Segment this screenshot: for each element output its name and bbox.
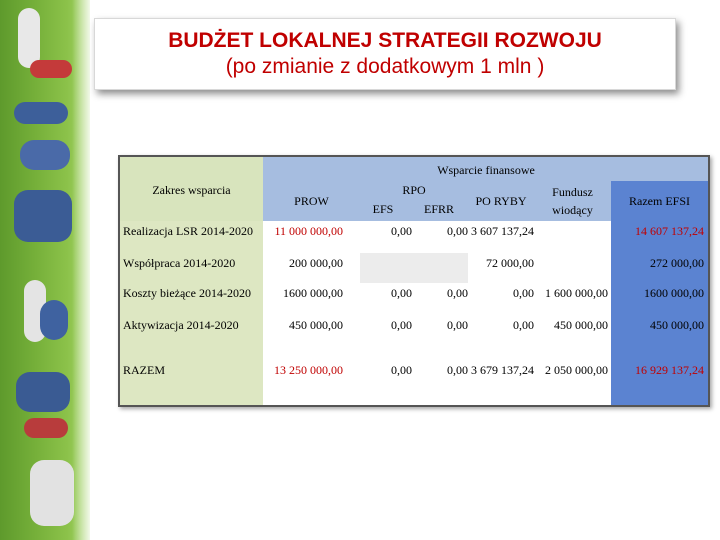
cell-po-ryby: 3 607 137,24 [471, 224, 534, 238]
strip-fade [72, 0, 90, 540]
header-rpo: RPO [402, 183, 426, 197]
budget-table [118, 155, 710, 407]
row-label-aktywizacja: Aktywizacja 2014-2020 [123, 318, 239, 332]
cell-po-ryby: 72 000,00 [486, 256, 534, 270]
header-wsparcie: Wsparcie finansowe [437, 163, 535, 177]
header-prow: PROW [294, 194, 329, 208]
row-label-realizacja: Realizacja LSR 2014-2020 [123, 224, 253, 238]
prow-column-bg [263, 221, 360, 405]
header-fundusz: Fundusz [552, 185, 593, 199]
person-figure [30, 460, 74, 526]
person-figure [18, 8, 40, 68]
cell-po-ryby: 0,00 [513, 318, 534, 332]
cell-razem-efsi: 16 929 137,24 [635, 363, 704, 377]
row-label-razem: RAZEM [123, 363, 165, 377]
cell-prow: 11 000 000,00 [274, 224, 343, 238]
cell-fundusz: 1 600 000,00 [545, 286, 608, 300]
cell-efrr: 0,00 [447, 318, 468, 332]
header-po-ryby: PO RYBY [475, 194, 527, 208]
empty-rpo-cell [360, 253, 468, 283]
row-labels-bg [120, 221, 263, 405]
header-razem-efsi: Razem EFSI [629, 194, 690, 208]
person-figure [16, 372, 70, 412]
person-figure [40, 300, 68, 340]
cell-efs: 0,00 [391, 224, 412, 238]
cell-efrr: 0,00 [447, 286, 468, 300]
header-zakres: Zakres wsparcia [152, 183, 231, 197]
cell-prow: 1600 000,00 [283, 286, 343, 300]
values-rows-bg [360, 283, 611, 405]
cell-prow: 13 250 000,00 [274, 363, 343, 377]
cell-efrr: 0,00 [447, 224, 468, 238]
cell-razem-efsi: 272 000,00 [650, 256, 704, 270]
cell-prow: 450 000,00 [289, 318, 343, 332]
person-figure [14, 190, 72, 242]
slide-subtitle: (po zmianie z dodatkowym 1 mln ) [225, 55, 545, 78]
cell-efs: 0,00 [391, 286, 412, 300]
cell-fundusz: 2 050 000,00 [545, 363, 608, 377]
cell-po-ryby: 3 679 137,24 [471, 363, 534, 377]
slide-title-box [94, 18, 676, 90]
cell-po-ryby: 0,00 [513, 286, 534, 300]
cell-efs: 0,00 [391, 363, 412, 377]
row-label-koszty: Koszty bieżące 2014-2020 [123, 286, 251, 300]
cell-fundusz: 450 000,00 [554, 318, 608, 332]
person-figure [24, 418, 68, 438]
cell-razem-efsi: 14 607 137,24 [635, 224, 704, 238]
cell-efs: 0,00 [391, 318, 412, 332]
header-efs: EFS [372, 202, 394, 216]
cell-razem-efsi: 450 000,00 [650, 318, 704, 332]
cell-razem-efsi: 1600 000,00 [644, 286, 704, 300]
row-label-wspolpraca: Współpraca 2014-2020 [123, 256, 236, 270]
person-figure [20, 140, 70, 170]
decorative-photo-strip [0, 0, 90, 540]
cell-prow: 200 000,00 [289, 256, 343, 270]
cell-efrr: 0,00 [447, 363, 468, 377]
person-figure [14, 102, 68, 124]
person-figure [30, 60, 72, 78]
header-fundusz-wiodacy: wiodący [552, 203, 593, 217]
slide-title: BUDŻET LOKALNEJ STRATEGII ROZWOJU [168, 29, 602, 52]
header-efrr: EFRR [423, 202, 454, 216]
